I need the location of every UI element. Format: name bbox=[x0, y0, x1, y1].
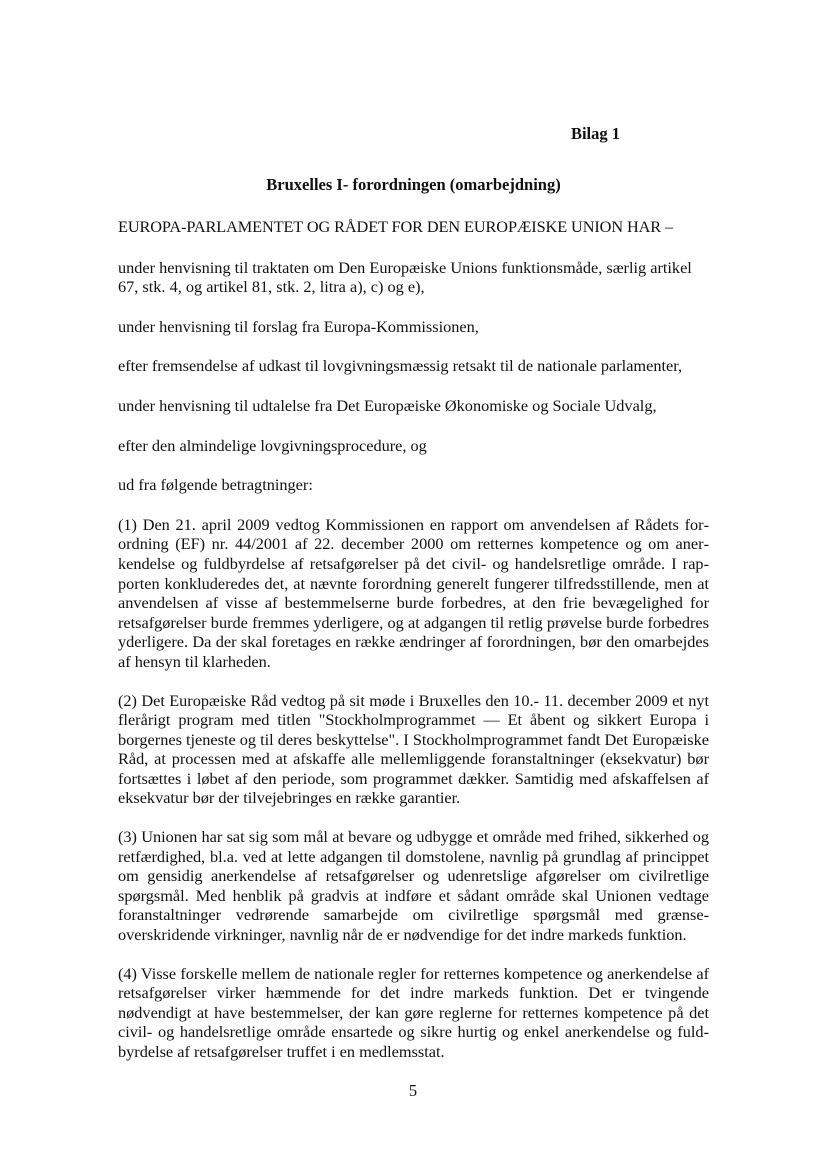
recital-2: (2) Det Europæiske Råd vedtog på sit møde i Bruxelles den 10.- 11. december 2009 et nyt flerårigt program med titlen "Stockholmprogrammet — Et åbent og sikkert Europa i borgernes tjeneste og til deres beskyttelse". I Stockholmprogrammet fandt Det Europæiske Råd, at processen med at afskaffe alle mellemliggende foranstaltninger (eksekvatur) bør fortsættes i løbet af den periode, som programmet dækker. Samtidig med afskaffelsen af eksekvatur bør der tilvejebringes en række garantier. bbox=[118, 690, 709, 808]
recital-3: (3) Unionen har sat sig som mål at bevare og udbygge et område med frihed, sikkerhed og retfærdighed, bl.a. ved at lette adgangen til domstolene, navnlig på grundlag af princippet om gensidig anerkendelse af retsafgørelser og udenretslige afgørelser om civilretlige spørgsmål. Med henblik på gradvis at indføre et sådant område skal Unionen vedtage foranstaltninger vedrørende samarbejde om civilretlige spørgsmål med grænseoverskridende virkninger, navnlig når de er nødvendige for det indre markeds funktion. bbox=[118, 827, 709, 945]
citation-recitals-intro: ud fra følgende betragtninger: bbox=[118, 475, 313, 495]
preamble-heading: EUROPA-PARLAMENTET OG RÅDET FOR DEN EUROPÆISKE UNION HAR – bbox=[118, 217, 674, 236]
document-body bbox=[118, 217, 709, 1081]
citation-treaty: under henvisning til traktaten om Den Europæiske Unions funktionsmåde, særlig artikel 67, stk. 4, og artikel 81, stk. 2, litra a), c) og e), bbox=[118, 257, 692, 297]
annex-label: Bilag 1 bbox=[570, 124, 620, 143]
recital-4: (4) Visse forskelle mellem de nationale regler for retternes kompetence og anerkendelse af retsafgørelser virker hæmmende for det indre markeds funktion. Det er tvingende nødvendigt at have bestemmelser, der kan gøre reglerne for retternes kompetence på det civil- og handelsretlige område ensartede og sikre hurtig og enkel anerkendelse og fuldbyrdelse af retsafgørelser truffet i en medlemsstat. bbox=[118, 963, 709, 1061]
citation-esc-opinion: under henvisning til udtalelse fra Det Europæiske Økonomiske og Sociale Udvalg, bbox=[118, 395, 657, 415]
citation-national-parliaments: efter fremsendelse af udkast til lovgivningsmæssig retsakt til de nationale parlamenter, bbox=[118, 356, 683, 376]
citation-legislative-procedure: efter den almindelige lovgivningsprocedure, og bbox=[118, 435, 427, 455]
document-title: Bruxelles I- forordningen (omarbejdning) bbox=[266, 175, 561, 194]
citation-commission-proposal: under henvisning til forslag fra Europa-Kommissionen, bbox=[118, 316, 479, 336]
recital-1: (1) Den 21. april 2009 vedtog Kommissionen en rapport om anvendelsen af Rådets forordning (EF) nr. 44/2001 af 22. december 2000 om retternes kompetence og om anerkendelse og fuldbyrdelse af retsafgørelser på det civil- og handelsretlige område. I rapporten konkluderedes det, at nævnte forordning generelt fungerer tilfredsstillende, men at anvendelsen af visse af bestemmelserne burde forbedres, at den frie bevægelighed for retsafgørelser burde fremmes yderligere, og at adgangen til retlig prøvelse burde forbedres yderligere. Da der skal foretages en række ændringer af forordningen, bør den omarbejdes af hensyn til klarheden. bbox=[118, 514, 709, 671]
page-number: 5 bbox=[408, 1081, 418, 1100]
